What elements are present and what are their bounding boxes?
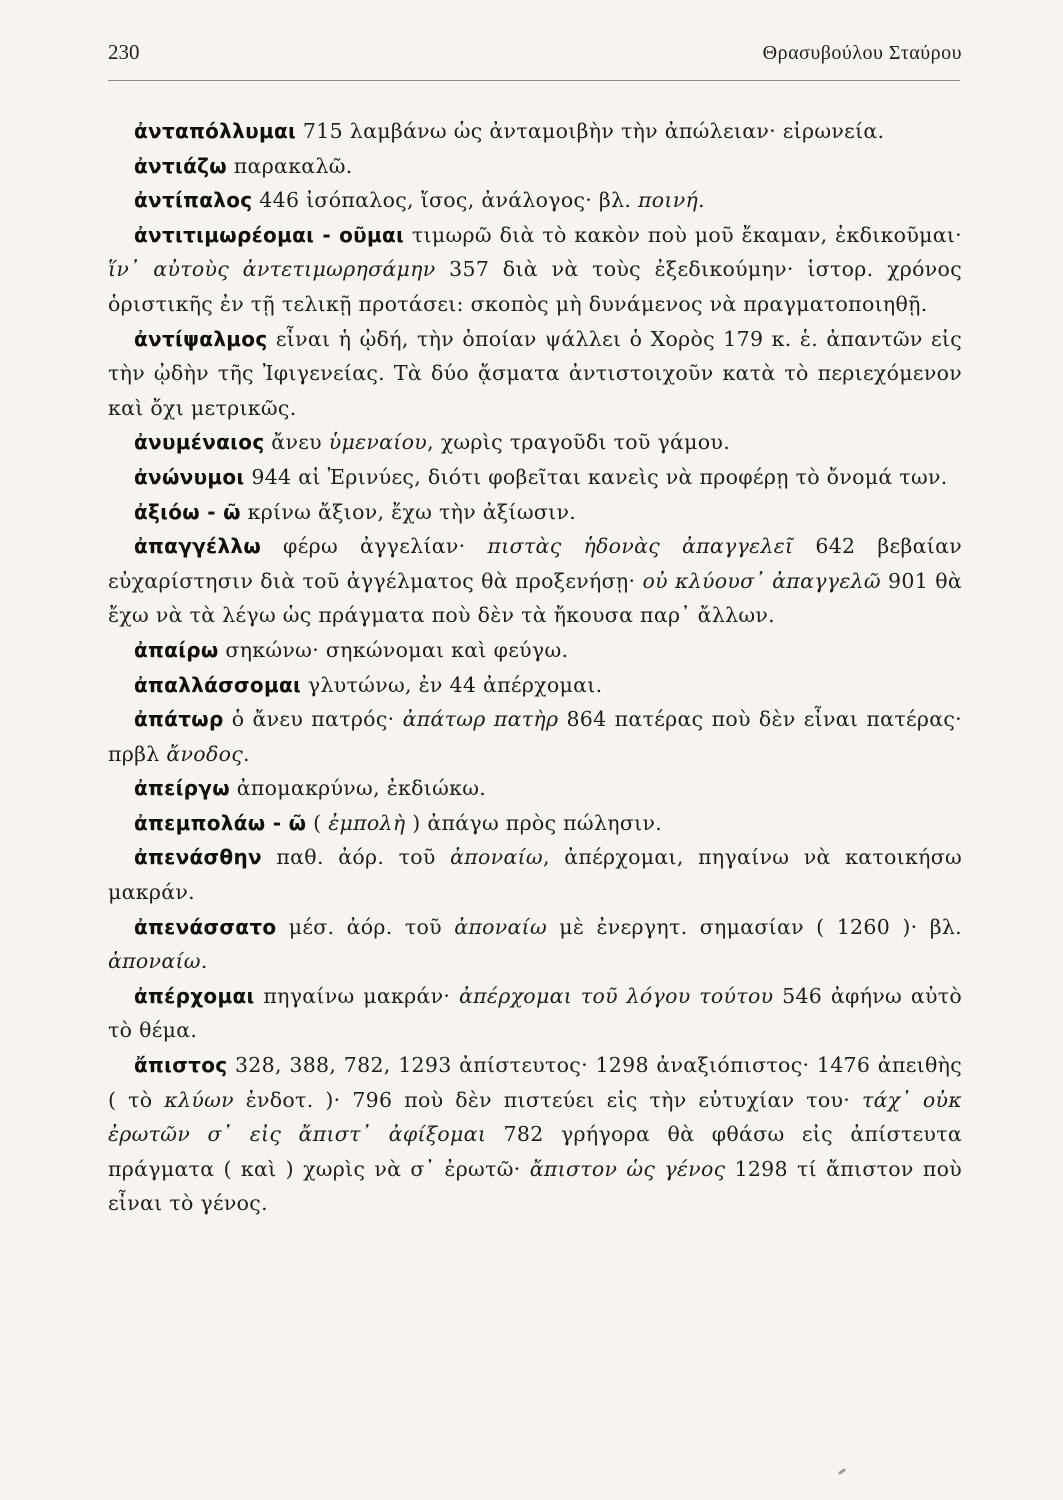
- entry: [108, 114, 962, 149]
- headword: ἄπιστος: [134, 1053, 228, 1078]
- entry: [108, 529, 962, 633]
- definition-text: εἶναι ἡ ᾠδή, τὴν ὁποίαν ψάλλει ὁ Χορὸς 179 κ. ἑ. ἀπαντῶν εἰς τὴν ᾠδὴν τῆς Ἰφιγενείας. Τὰ δύο ᾄσματα ἀντιστοιχοῦν κατὰ τὸ περιεχόμενον καὶ ὄχι μετρικῶς.: [108, 326, 962, 420]
- definition-text: κρίνω ἄξιον, ἔχω τὴν ἀξίωσιν.: [240, 499, 577, 524]
- italic-text: τάχ᾽ οὐκ ἐρωτῶν σ᾽ εἰς ἄπιστ᾽ ἀφίξομαι: [108, 1087, 962, 1147]
- italic-text: οὐ κλύουσ᾽ ἀπαγγελῶ: [642, 568, 881, 593]
- entry: [108, 218, 962, 322]
- entry: [108, 702, 962, 771]
- headword: ἀπαλλάσσομαι: [134, 672, 302, 697]
- entry: [108, 149, 962, 184]
- definition-text: .: [200, 949, 208, 974]
- italic-text: πιστὰς ἡδονὰς ἀπαγγελεῖ: [487, 534, 794, 559]
- entry: [108, 322, 962, 426]
- entry: [108, 806, 962, 841]
- entry: [108, 1048, 962, 1221]
- italic-text: ἵν᾽ αὐτοὺς ἀντετιμωρησάμην: [108, 257, 436, 282]
- headword: ἀντίπαλος: [134, 188, 253, 213]
- definition-text: 328, 388, 782, 1293 ἀπίστευτος· 1298 ἀναξιόπιστος· 1476 ἀπειθὴς ( τὸ: [108, 1053, 962, 1112]
- entry: [108, 425, 962, 460]
- entry: [108, 495, 962, 530]
- definition-text: ἐνδοτ. )· 796 ποὺ δὲν πιστεύει εἰς τὴν εὐτυχίαν του·: [233, 1087, 862, 1112]
- glossary-entries: [108, 114, 962, 1221]
- definition-text: 944 αἱ Ἐρινύες, διότι φοβεῖται κανεὶς νὰ προφέρῃ τὸ ὄνομά των.: [244, 464, 948, 489]
- headword: ἀξιόω - ῶ: [134, 499, 241, 524]
- paper-speck: [838, 1468, 846, 1475]
- italic-text: κλύων: [164, 1087, 234, 1112]
- definition-text: μέσ. ἀόρ. τοῦ: [276, 914, 455, 939]
- definition-text: 642 βεβαίαν εὐχαρίστησιν διὰ τοῦ ἀγγέλματος θὰ προξενήσῃ·: [108, 534, 962, 593]
- definition-text: 357 διὰ νὰ τοὺς ἐξεδικούμην· ἱστορ. χρόνος ὁριστικῆς ἐν τῇ τελικῇ προτάσει: σκοπὸς μὴ δυνάμενος νὰ πραγματοποιηθῇ.: [108, 257, 962, 316]
- definition-text: ἄνευ: [264, 430, 329, 455]
- definition-text: .: [698, 188, 705, 213]
- entry: [108, 668, 962, 703]
- italic-text: ἐμπολὴ: [328, 810, 406, 835]
- italic-text: ἄπιστον ὡς γένος: [529, 1156, 726, 1181]
- definition-text: παθ. ἀόρ. τοῦ: [261, 845, 451, 870]
- headword: ἀντιάζω: [134, 153, 227, 178]
- headword: ἀπενάσθην: [134, 845, 262, 870]
- italic-text: ποινή: [638, 188, 699, 213]
- entry: [108, 840, 962, 909]
- headword: ἀπεμπολάω - ῶ: [134, 810, 307, 835]
- italic-text: ἀποναίω: [450, 845, 543, 870]
- definition-text: μὲ ἐνεργητ. σημασίαν ( 1260 )· βλ.: [547, 914, 962, 939]
- definition-text: 446 ἰσόπαλος, ἴσος, ἀνάλογος· βλ.: [252, 188, 638, 213]
- italic-text: ἀπέρχομαι τοῦ λόγου τούτου: [459, 983, 774, 1008]
- definition-text: σηκώνω· σηκώνομαι καὶ φεύγω.: [218, 637, 569, 662]
- headword: ἀνυμέναιος: [134, 430, 265, 455]
- definition-text: τιμωρῶ διὰ τὸ κακὸν ποὺ μοῦ ἔκαμαν, ἐκδικοῦμαι·: [404, 222, 963, 247]
- headword: ἀνταπόλλυμαι: [134, 119, 297, 143]
- headword: ἀντίψαλμος: [134, 326, 268, 351]
- definition-text: , ἀπέρχομαι, πηγαίνω νὰ κατοικήσω μακράν.: [108, 845, 963, 905]
- headword: ἀπενάσσατο: [134, 914, 277, 939]
- definition-text: , χωρὶς τραγοῦδι τοῦ γάμου.: [427, 430, 731, 455]
- headword: ἀπαγγέλλω: [134, 534, 262, 559]
- definition-text: ὁ ἄνευ πατρός·: [223, 707, 403, 732]
- italic-text: ἀπάτωρ πατὴρ: [402, 707, 559, 732]
- entry: [108, 183, 962, 218]
- entry: [108, 979, 962, 1048]
- entry: [108, 460, 962, 495]
- header-rule: [108, 80, 960, 81]
- page-header: [108, 40, 962, 74]
- entry: [108, 633, 962, 668]
- italic-text: ἀποναίω: [454, 914, 548, 939]
- definition-text: γλυτώνω, ἐν 44 ἀπέρχομαι.: [301, 672, 603, 697]
- definition-text: πηγαίνω μακράν·: [254, 983, 460, 1008]
- headword: ἀνώνυμοι: [134, 464, 245, 489]
- headword: ἀπάτωρ: [134, 707, 224, 732]
- definition-text: 546 ἀφήνω αὐτὸ τὸ θέμα.: [108, 983, 963, 1043]
- definition-text: ) ἀπάγω πρὸς πώλησιν.: [405, 810, 663, 835]
- page-number: 230: [108, 40, 140, 64]
- definition-text: φέρω ἀγγελίαν·: [261, 534, 488, 559]
- definition-text: 715 λαμβάνω ὡς ἀνταμοιβὴν τὴν ἀπώλειαν· εἰρωνεία.: [296, 119, 885, 143]
- definition-text: παρακαλῶ.: [226, 153, 353, 178]
- entry: [108, 771, 962, 806]
- headword: ἀπείργω: [134, 776, 230, 801]
- headword: ἀπέρχομαι: [134, 983, 255, 1008]
- headword: ἀπαίρω: [134, 637, 219, 662]
- entry: [108, 910, 962, 979]
- definition-text: 1298 τί ἄπιστον ποὺ εἶναι τὸ γένος.: [108, 1156, 963, 1216]
- headword: ἀντιτιμωρέομαι - οῦμαι: [134, 222, 405, 247]
- italic-text: ὑμεναίου: [328, 430, 428, 455]
- definition-text: (: [306, 810, 329, 835]
- running-title: Θρασυβούλου Σταύρου: [762, 42, 962, 64]
- italic-text: ἄνοδος: [166, 741, 244, 766]
- definition-text: 782 γρήγορα θὰ φθάσω εἰς ἀπίστευτα πράγματα ( καὶ ) χωρὶς νὰ σ᾽ ἐρωτῶ·: [108, 1122, 962, 1181]
- definition-text: .: [243, 741, 250, 766]
- italic-text: ἀποναίω: [108, 949, 201, 974]
- definition-text: ἀπομακρύνω, ἐκδιώκω.: [229, 776, 487, 801]
- definition-text: 864 πατέρας ποὺ δὲν εἶναι πατέρας· πρβλ: [108, 707, 962, 766]
- definition-text: 901 θὰ ἔχω νὰ τὰ λέγω ὡς πράγματα ποὺ δὲν τὰ ἤκουσα παρ᾽ ἄλλων.: [108, 568, 962, 628]
